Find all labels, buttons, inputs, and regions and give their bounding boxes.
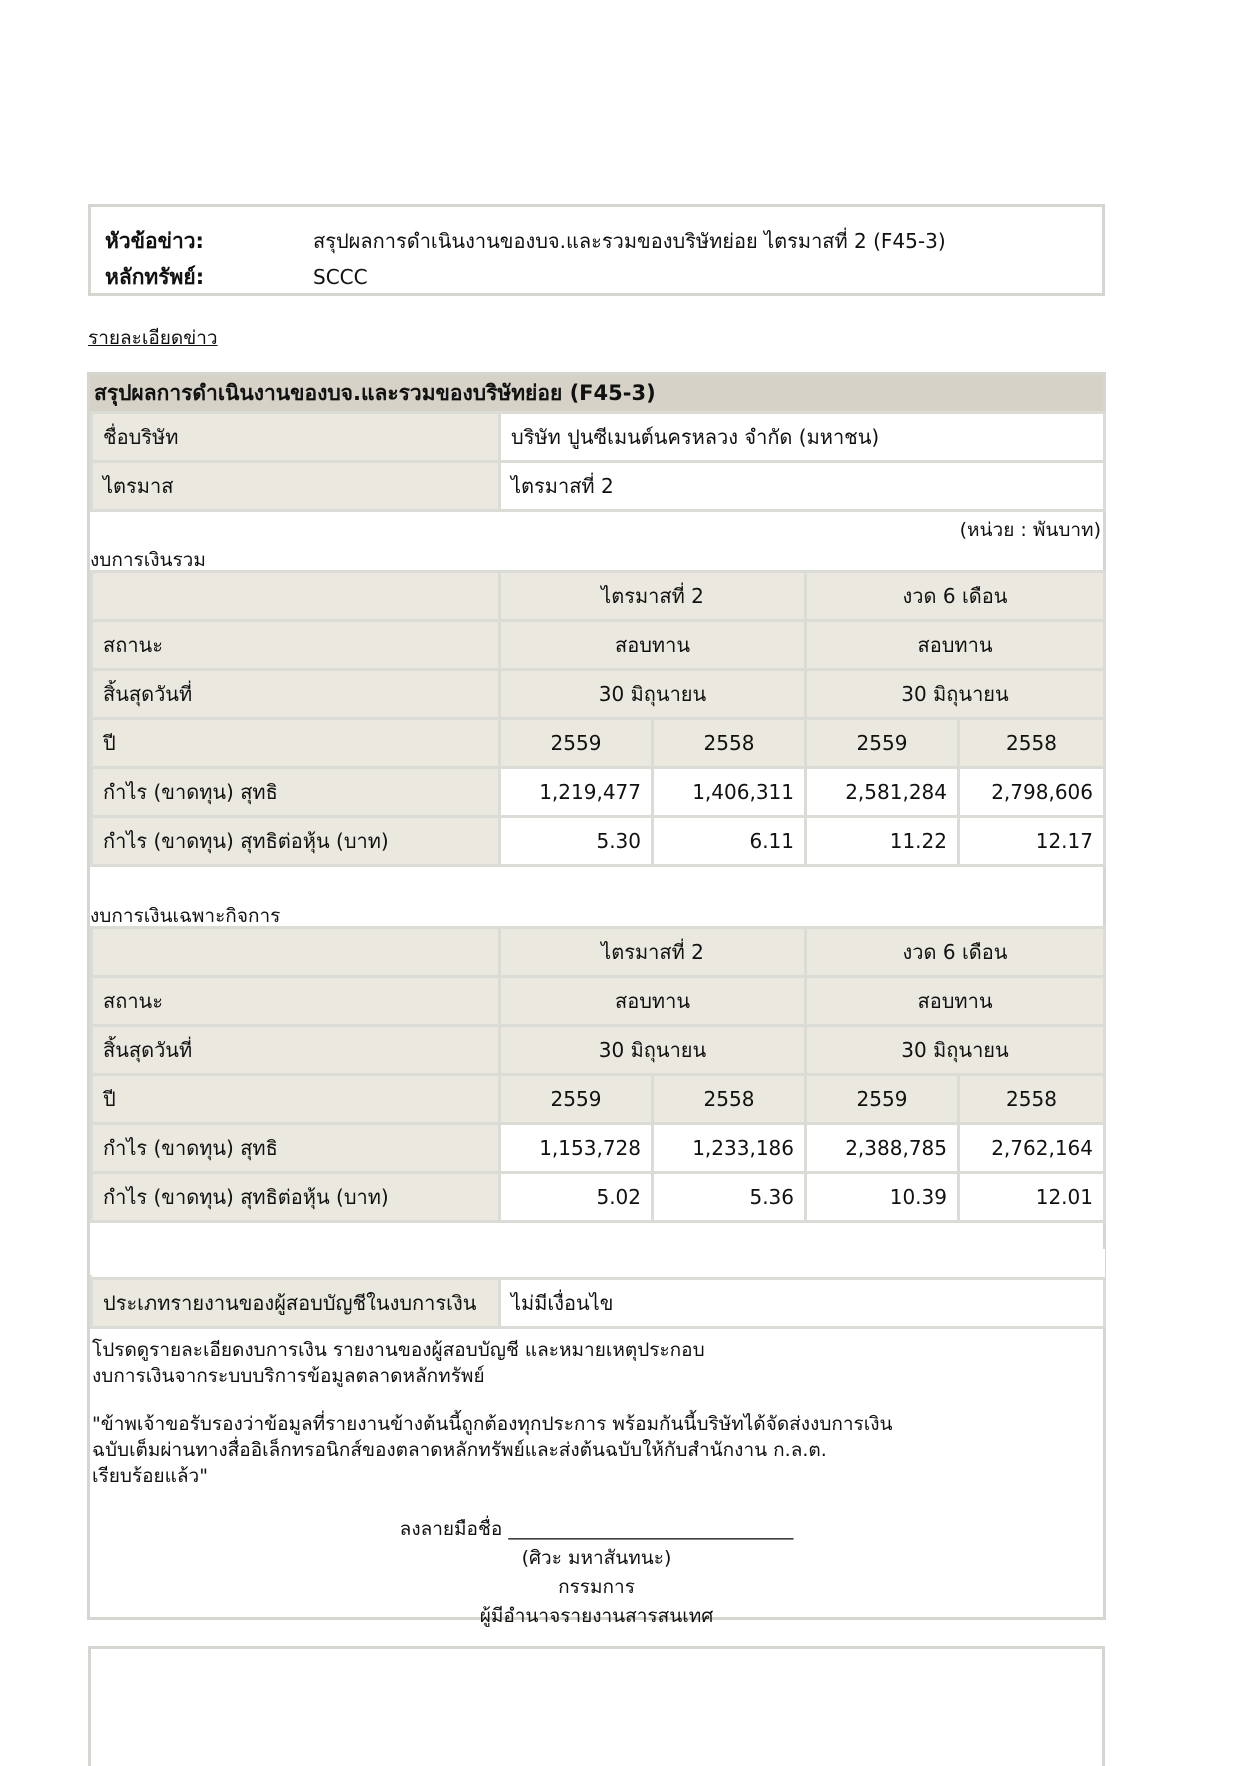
year-cell: 2559 [500,1075,653,1124]
status-six-months: สอบทาน [806,621,1105,670]
eps-cell: 5.30 [500,817,653,866]
table-row [92,817,1105,866]
year-cell: 2558 [653,1075,806,1124]
signature-block [90,1515,1103,1631]
table-row [92,1026,1105,1075]
year-cell: 2558 [959,719,1105,768]
signer-name: (ศิวะ มหาสันทนะ) [521,1547,672,1569]
year-label: ปี [92,719,500,768]
table-row [92,719,1105,768]
year-cell: 2558 [959,1075,1105,1124]
signer-role: ผู้มีอำนาจรายงานสารสนเทศ [479,1605,714,1627]
eps-cell: 11.22 [806,817,959,866]
news-title-row [105,225,946,258]
security-label: หลักทรัพย์: [105,265,205,289]
table-row [92,621,1105,670]
company-row [92,413,1105,462]
table-row [92,1249,1105,1278]
eps-cell: 5.02 [500,1173,653,1222]
eps-cell: 5.36 [653,1173,806,1222]
report-title: สรุปผลการดำเนินงานของบจ.และรวมของบริษัทย่อย (F45-3) [90,375,1103,411]
table-row [92,1075,1105,1124]
net-profit-cell: 2,388,785 [806,1124,959,1173]
separate-table [90,926,1106,1223]
news-header-box [88,204,1105,296]
unit-note: (หน่วย : พันบาท) [959,519,1101,541]
table-row [92,670,1105,719]
net-profit-label: กำไร (ขาดทุน) สุทธิ [92,1124,500,1173]
eps-label: กำไร (ขาดทุน) สุทธิต่อหุ้น (บาท) [92,817,500,866]
net-profit-cell: 1,406,311 [653,768,806,817]
eps-cell: 12.17 [959,817,1105,866]
table-row [92,768,1105,817]
financial-statement-notice: โปรดดูรายละเอียดงบการเงิน รายงานของผู้สอบบัญชี และหมายเหตุประกอบ งบการเงินจากระบบบริการข้อมูลตลาดหลักทรัพย์ [92,1339,705,1387]
end-date-quarter: 30 มิถุนายน [500,670,806,719]
status-quarter: สอบทาน [500,977,806,1026]
end-date-label: สิ้นสุดวันที่ [92,1026,500,1075]
year-cell: 2559 [806,1075,959,1124]
end-date-six-months: 30 มิถุนายน [806,670,1105,719]
security-row [105,261,368,294]
eps-label: กำไร (ขาดทุน) สุทธิต่อหุ้น (บาท) [92,1173,500,1222]
news-title-label: หัวข้อข่าว: [105,229,204,253]
end-date-label: สิ้นสุดวันที่ [92,670,500,719]
report-box [87,372,1106,1627]
net-profit-cell: 1,233,186 [653,1124,806,1173]
signer-title: กรรมการ [558,1576,635,1598]
consolidated-table [90,570,1106,867]
table-row [92,1124,1105,1173]
status-six-months: สอบทาน [806,977,1105,1026]
net-profit-cell: 1,219,477 [500,768,653,817]
status-quarter: สอบทาน [500,621,806,670]
status-label: สถานะ [92,977,500,1026]
col-quarter-header: ไตรมาสที่ 2 [500,572,806,621]
auditor-row [92,1278,1105,1327]
spacer-cell [92,1249,500,1278]
signature-line: ลงลายมือชื่อ ______________________________ [399,1518,794,1540]
quarter-row [92,462,1105,511]
net-profit-label: กำไร (ขาดทุน) สุทธิ [92,768,500,817]
end-date-six-months: 30 มิถุนายน [806,1026,1105,1075]
table-row [92,977,1105,1026]
company-value: บริษัท ปูนซีเมนต์นครหลวง จำกัด (มหาชน) [500,413,1105,462]
year-cell: 2559 [500,719,653,768]
eps-cell: 12.01 [959,1173,1105,1222]
empty-cell [92,928,500,977]
auditor-label: ประเภทรายงานของผู้สอบบัญชีในงบการเงิน [92,1278,500,1327]
news-title-value: สรุปผลการดำเนินงานของบจ.และรวมของบริษัทย่อย ไตรมาสที่ 2 (F45-3) [313,229,946,253]
table-row [92,928,1105,977]
empty-bottom-box [88,1646,1105,1766]
end-date-quarter: 30 มิถุนายน [500,1026,806,1075]
auditor-table [90,1249,1106,1329]
net-profit-cell: 1,153,728 [500,1124,653,1173]
certification-statement: "ข้าพเจ้าขอรับรองว่าข้อมูลที่รายงานข้างต้นนี้ถูกต้องทุกประการ พร้อมกันนี้บริษัทได้จัดส่งงบการเงิน ฉบับเต็มผ่านทางสื่ออิเล็กทรอนิกส์ของตลาดหลักทรัพย์และส่งต้นฉบับให้กับสำนักงาน ก.ล.ต. เรียบร้อยแล้ว" [92,1413,893,1487]
empty-cell [92,572,500,621]
table-row [92,572,1105,621]
col-six-months-header: งวด 6 เดือน [806,572,1105,621]
col-six-months-header: งวด 6 เดือน [806,928,1105,977]
eps-cell: 6.11 [653,817,806,866]
net-profit-cell: 2,762,164 [959,1124,1105,1173]
year-cell: 2558 [653,719,806,768]
auditor-value: ไม่มีเงื่อนไข [500,1278,1105,1327]
net-profit-cell: 2,581,284 [806,768,959,817]
separate-title: งบการเงินเฉพาะกิจการ [90,905,281,927]
company-label: ชื่อบริษัท [92,413,500,462]
year-cell: 2559 [806,719,959,768]
quarter-value: ไตรมาสที่ 2 [500,462,1105,511]
consolidated-title: งบการเงินรวม [90,549,206,571]
news-details-link[interactable]: รายละเอียดข่าว [88,327,218,349]
table-row [92,1173,1105,1222]
year-label: ปี [92,1075,500,1124]
eps-cell: 10.39 [806,1173,959,1222]
col-quarter-header: ไตรมาสที่ 2 [500,928,806,977]
quarter-label: ไตรมาส [92,462,500,511]
status-label: สถานะ [92,621,500,670]
net-profit-cell: 2,798,606 [959,768,1105,817]
company-info-table [90,411,1106,512]
spacer-cell [500,1249,1105,1278]
security-value: SCCC [313,265,368,289]
